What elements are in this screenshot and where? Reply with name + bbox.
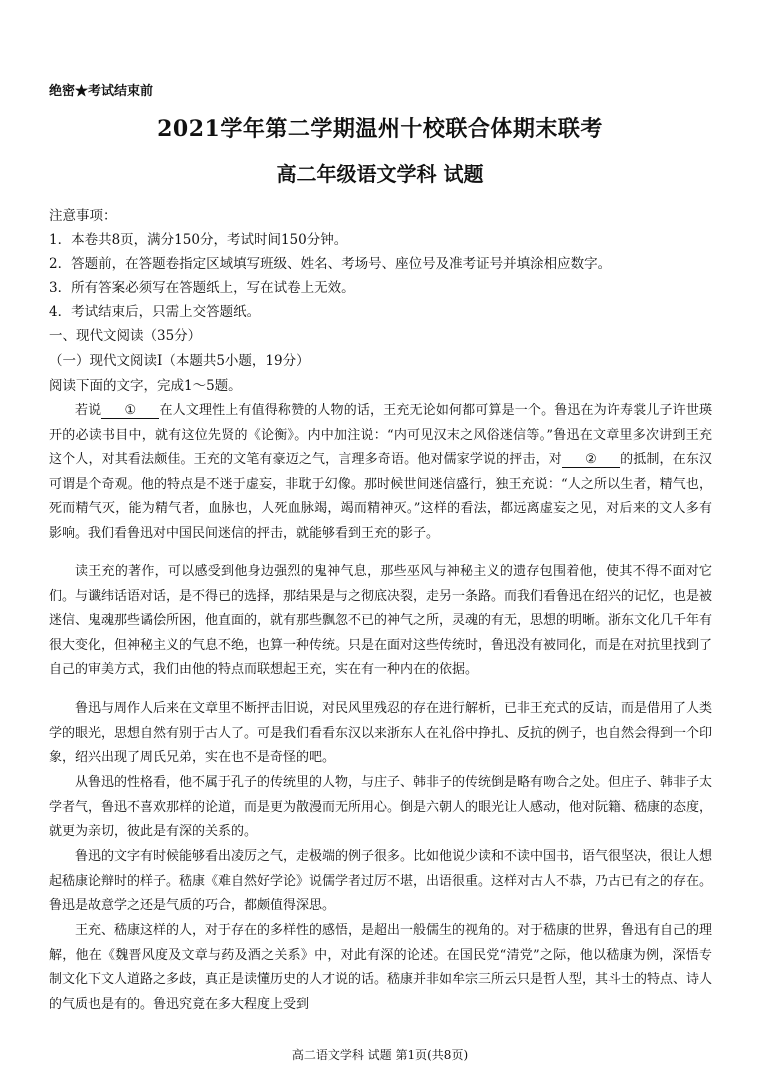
passage-paragraph-2: 读王充的著作，可以感受到他身边强烈的鬼神气息，那些巫风与神秘主义的遗存包围着他，使其不得不面对它们。与谶纬话语对话，是不得已的选择，那结果是与之彻底决裂，走另一条路。而我们看鲁迅在绍兴的记忆，也是被迷信、鬼魂那些谲侩所困，他直面的，就有那些飘忽不已的神气之所，灵魂的有无，思想的明晰。浙东文化几千年有很大变化，但神秘主义的气息不绝，也算一种传统。只是在面对这些传统时，鲁迅没有被同化，而是在对抗里找到了自己的审美方式，我们由他的特点而联想起王充，实在有一种内在的依据。 [49,564,713,677]
passage-paragraph-4: 从鲁迅的性格看，他不属于孔子的传统里的人物，与庄子、韩非子的传统倒是略有吻合之处。但庄子、韩非子太学者气，鲁迅不喜欢那样的论道，而是更为散漫而无所用心。倒是六朝人的眼光让人感动，他对阮籍、嵇康的态度，就更为亲切，彼此是有深的关系的。 [49,775,713,839]
note-item-2: 2．答题前，在答题卷指定区域填写班级、姓名、考场号、座位号及准考证号并填涂相应数字。 [49,256,612,272]
blank-1: ① [101,403,159,419]
page-footer: 高二语文学科 试题 第1页(共8页) [291,1048,469,1062]
exam-title: 2021学年第二学期温州十校联合体期末联考 [157,116,603,142]
passage-paragraph-6: 王充、嵇康这样的人，对于存在的多样性的感悟，是超出一般儒生的视角的。对于嵇康的世界，鲁迅有自己的理解，他在《魏晋风度及文章与药及酒之关系》中，对此有深的论述。在国民党“清党”之际，他以嵇康为例，深悟专制文化下文人道路之多歧，真正是读懂历史的人才说的话。嵇康并非如牟宗三所云只是哲人型，其斗士的特点、诗人的气质也是有的。鲁迅究竟在多大程度上受到 [49,923,713,1012]
notes-heading: 注意事项： [49,208,117,224]
note-item-3: 3．所有答案必须写在答题纸上，写在试卷上无效。 [49,280,355,296]
section-heading: 一、现代文阅读（35分） [49,328,202,344]
passage-paragraph-5: 鲁迅的文字有时候能够看出凌厉之气，走极端的例子很多。比如他说少读和不读中国书，语气很坚决，很让人想起嵇康论辩时的样子。嵇康《难自然好学论》说儒学者过厉不堪，出语很重。这样对古人不恭，乃古已有之的存在。鲁迅是故意学之还是气质的巧合，都颇值得深思。 [49,849,713,913]
note-item-1: 1．本卷共8页，满分150分，考试时间150分钟。 [49,232,348,248]
blank-2: ② [562,452,620,468]
confidential-label: 绝密★考试结束前 [49,84,154,99]
section-subheading: （一）现代文阅读Ⅰ（本题共5小题，19分） [49,353,310,369]
exam-subtitle: 高二年级语文学科 试题 [276,162,484,186]
note-item-4: 4．考试结束后，只需上交答题纸。 [49,304,261,320]
reading-instruction: 阅读下面的文字，完成1～5题。 [49,378,242,394]
passage-paragraph-3: 鲁迅与周作人后来在文章里不断抨击旧说，对民风里残忍的存在进行解析，已非王充式的反诘，而是借用了人类学的眼光，思想自然有别于古人了。可是我们看看东汉以来浙东人在礼俗中挣扎、反抗的例子，也自然会得到一个印象，绍兴出现了周氏兄弟，实在也不是奇怪的吧。 [49,701,713,765]
passage-paragraph-1: 若说 ① 在人文理性上有值得称赞的人物的话，王充无论如何都可算是一个。鲁迅在为许寿裳儿子许世瑛开的必读书目中，就有这位先贤的《论衡》。内中加注说：“内可见汉末之风俗迷信等。”鲁迅在文章里多次讲到王充这个人，对其看法颇佳。王充的文笔有豪迈之气，言理多奇语。他对儒家学说的抨击，对 ② 的抵制，在东汉可谓是个奇观。他的特点是不迷于虚妄，非耽于幻像。那时候世间迷信盛行，独王充说：“人之所以生者，精气也，死而精气灭，能为精气者，血脉也，人死血脉竭，竭而精神灭。”这样的看法，都远离虚妄之见，对后来的文人多有影响。我们看鲁迅对中国民间迷信的抨击，就能够看到王充的影子。 [49,403,712,541]
